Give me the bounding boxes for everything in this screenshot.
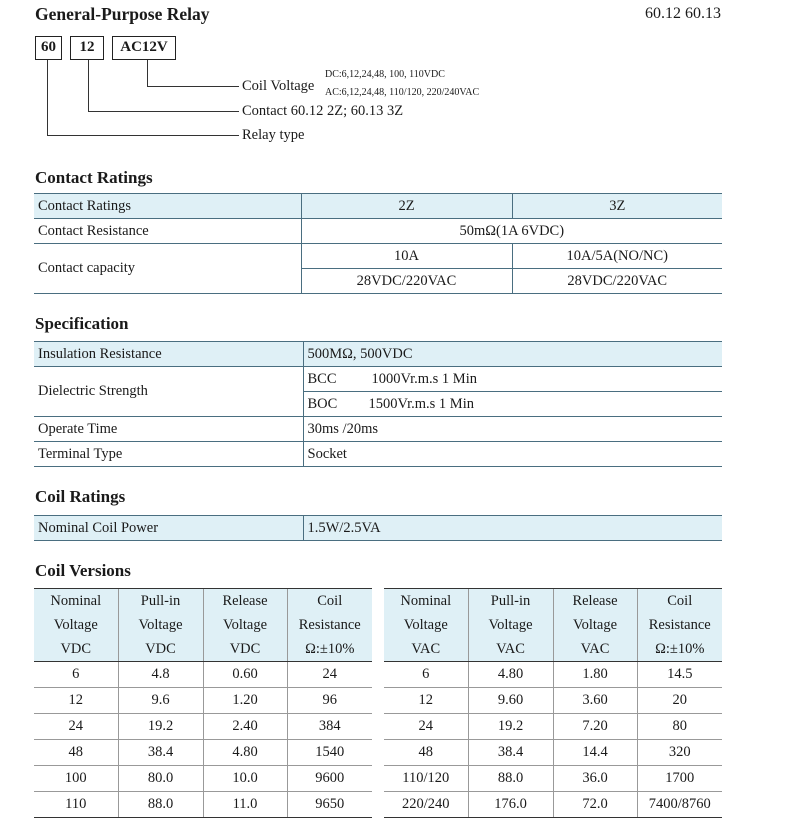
dc-cell: 384 (287, 714, 372, 740)
dc-header-cell: VDC (203, 637, 287, 662)
dc-cell: 9.6 (118, 688, 203, 714)
dc-cell: 1.20 (203, 688, 287, 714)
ac-cell: 9.60 (468, 688, 553, 714)
leader-relaytype-vertical (47, 60, 48, 136)
table-row (384, 589, 722, 614)
ac-cell: 220/240 (384, 792, 468, 818)
ac-cell: 12 (384, 688, 468, 714)
coil-versions-ac-table (384, 588, 722, 818)
leader-contact-horizontal (88, 111, 239, 112)
ac-cell: 3.60 (553, 688, 637, 714)
page-title: General-Purpose Relay (35, 4, 210, 24)
table-row (384, 792, 722, 818)
coil-power-value: 1.5W/2.5VA (303, 516, 722, 541)
operate-label: Operate Time (34, 417, 303, 442)
dc-header-cell: VDC (118, 637, 203, 662)
dc-cell: 9600 (287, 766, 372, 792)
coil-voltage-ac: AC:6,12,24,48, 110/120, 220/240VAC (325, 87, 480, 98)
operate-value: 30ms /20ms (303, 417, 722, 442)
ac-header-cell: Voltage (384, 613, 468, 637)
code-box-coil-voltage: AC12V (112, 36, 176, 60)
table-row (384, 637, 722, 662)
ac-header-cell: VAC (468, 637, 553, 662)
ac-cell: 4.80 (468, 662, 553, 688)
dc-header-cell: Voltage (203, 613, 287, 637)
ac-cell: 14.5 (637, 662, 722, 688)
coil-voltage-dc: DC:6,12,24,48, 100, 110VDC (325, 69, 445, 80)
code-box-relay-type: 60 (35, 36, 62, 60)
dc-header-cell: Pull-in (118, 589, 203, 614)
dc-cell: 19.2 (118, 714, 203, 740)
ac-header-cell: Voltage (553, 613, 637, 637)
table-row (34, 613, 372, 637)
coil-power-label: Nominal Coil Power (34, 516, 303, 541)
specification-table (34, 341, 722, 467)
table-row (34, 637, 372, 662)
contact-ratings-heading: Contact Ratings (35, 168, 153, 187)
coil-versions-heading: Coil Versions (35, 561, 131, 580)
col-2z: 2Z (301, 194, 512, 219)
dc-header-cell: Voltage (34, 613, 118, 637)
ac-header-cell: Nominal (384, 589, 468, 614)
contact-ratings-table (34, 193, 722, 294)
col-3z: 3Z (512, 194, 722, 219)
terminal-value: Socket (303, 442, 722, 467)
table-row (34, 589, 372, 614)
dc-cell: 88.0 (118, 792, 203, 818)
ac-cell: 1.80 (553, 662, 637, 688)
dc-header-cell: Resistance (287, 613, 372, 637)
dc-header-cell: Nominal (34, 589, 118, 614)
insulation-value: 500MΩ, 500VDC (303, 342, 722, 367)
ac-cell: 7.20 (553, 714, 637, 740)
leader-coil-vertical (147, 60, 148, 87)
ac-cell: 48 (384, 740, 468, 766)
leader-coil-horizontal (147, 86, 239, 87)
dc-header-cell: Release (203, 589, 287, 614)
ac-cell: 176.0 (468, 792, 553, 818)
ac-header-cell: Pull-in (468, 589, 553, 614)
dielectric-label: Dielectric Strength (34, 367, 303, 417)
table-row (34, 244, 722, 269)
table-row (384, 662, 722, 688)
ac-header-cell: Voltage (468, 613, 553, 637)
capacity-2z-voltage: 28VDC/220VAC (301, 269, 512, 294)
boc-label: BOC (307, 395, 338, 412)
table-row (34, 417, 722, 442)
table-row (34, 688, 372, 714)
bcc-label: BCC (307, 370, 337, 387)
table-row (384, 766, 722, 792)
ac-cell: 14.4 (553, 740, 637, 766)
boc-value: 1500Vr.m.s 1 Min (368, 395, 474, 412)
dc-cell: 2.40 (203, 714, 287, 740)
coil-versions-dc-table (34, 588, 372, 818)
dc-header-cell: Voltage (118, 613, 203, 637)
table-row (34, 740, 372, 766)
dc-cell: 24 (287, 662, 372, 688)
coil-ratings-table (34, 515, 722, 541)
table-row (384, 688, 722, 714)
ac-cell: 6 (384, 662, 468, 688)
table-row (34, 219, 722, 244)
ac-header-cell: Coil (637, 589, 722, 614)
dc-cell: 11.0 (203, 792, 287, 818)
dc-cell: 80.0 (118, 766, 203, 792)
contact-ratings-header-label: Contact Ratings (34, 194, 301, 219)
dc-cell: 4.8 (118, 662, 203, 688)
dc-cell: 12 (34, 688, 118, 714)
table-row (34, 662, 372, 688)
table-row (34, 516, 722, 541)
ac-cell: 1700 (637, 766, 722, 792)
bcc-value: 1000Vr.m.s 1 Min (371, 370, 477, 387)
dc-cell: 38.4 (118, 740, 203, 766)
ac-header-cell: Release (553, 589, 637, 614)
insulation-label: Insulation Resistance (34, 342, 303, 367)
ac-cell: 38.4 (468, 740, 553, 766)
specification-heading: Specification (35, 314, 129, 333)
dc-cell: 4.80 (203, 740, 287, 766)
code-box-contact: 12 (70, 36, 104, 60)
dc-cell: 100 (34, 766, 118, 792)
capacity-3z-current: 10A/5A(NO/NC) (512, 244, 722, 269)
table-row (384, 714, 722, 740)
dc-cell: 110 (34, 792, 118, 818)
leader-relaytype-horizontal (47, 135, 239, 136)
capacity-2z-current: 10A (301, 244, 512, 269)
dc-cell: 1540 (287, 740, 372, 766)
table-row (384, 740, 722, 766)
coil-voltage-label: Coil Voltage (242, 78, 315, 94)
ac-cell: 88.0 (468, 766, 553, 792)
dc-cell: 9650 (287, 792, 372, 818)
ac-cell: 320 (637, 740, 722, 766)
ac-cell: 72.0 (553, 792, 637, 818)
ac-cell: 110/120 (384, 766, 468, 792)
contact-resistance-value: 50mΩ(1A 6VDC) (301, 219, 722, 244)
contact-capacity-label: Contact capacity (34, 244, 301, 294)
table-row (34, 714, 372, 740)
model-numbers: 60.12 60.13 (645, 5, 721, 22)
dc-cell: 48 (34, 740, 118, 766)
coil-ratings-heading: Coil Ratings (35, 487, 126, 506)
ac-cell: 80 (637, 714, 722, 740)
ac-header-cell: VAC (553, 637, 637, 662)
ac-header-cell: Resistance (637, 613, 722, 637)
dc-cell: 10.0 (203, 766, 287, 792)
dc-cell: 96 (287, 688, 372, 714)
ac-cell: 24 (384, 714, 468, 740)
ac-cell: 19.2 (468, 714, 553, 740)
ac-header-cell: Ω:±10% (637, 637, 722, 662)
ac-cell: 7400/8760 (637, 792, 722, 818)
bcc-cell (303, 367, 722, 392)
dc-header-cell: Ω:±10% (287, 637, 372, 662)
terminal-label: Terminal Type (34, 442, 303, 467)
table-row (34, 342, 722, 367)
table-row (34, 367, 722, 392)
ac-cell: 36.0 (553, 766, 637, 792)
contact-resistance-label: Contact Resistance (34, 219, 301, 244)
table-row (34, 194, 722, 219)
capacity-3z-voltage: 28VDC/220VAC (512, 269, 722, 294)
relay-type-label: Relay type (242, 127, 305, 143)
table-row (34, 792, 372, 818)
table-row (34, 766, 372, 792)
dc-cell: 6 (34, 662, 118, 688)
ac-header-cell: VAC (384, 637, 468, 662)
ac-cell: 20 (637, 688, 722, 714)
table-row (384, 613, 722, 637)
table-row (34, 442, 722, 467)
boc-cell (303, 392, 722, 417)
dc-header-cell: Coil (287, 589, 372, 614)
contact-label: Contact 60.12 2Z; 60.13 3Z (242, 103, 404, 119)
dc-header-cell: VDC (34, 637, 118, 662)
dc-cell: 24 (34, 714, 118, 740)
leader-contact-vertical (88, 60, 89, 112)
dc-cell: 0.60 (203, 662, 287, 688)
